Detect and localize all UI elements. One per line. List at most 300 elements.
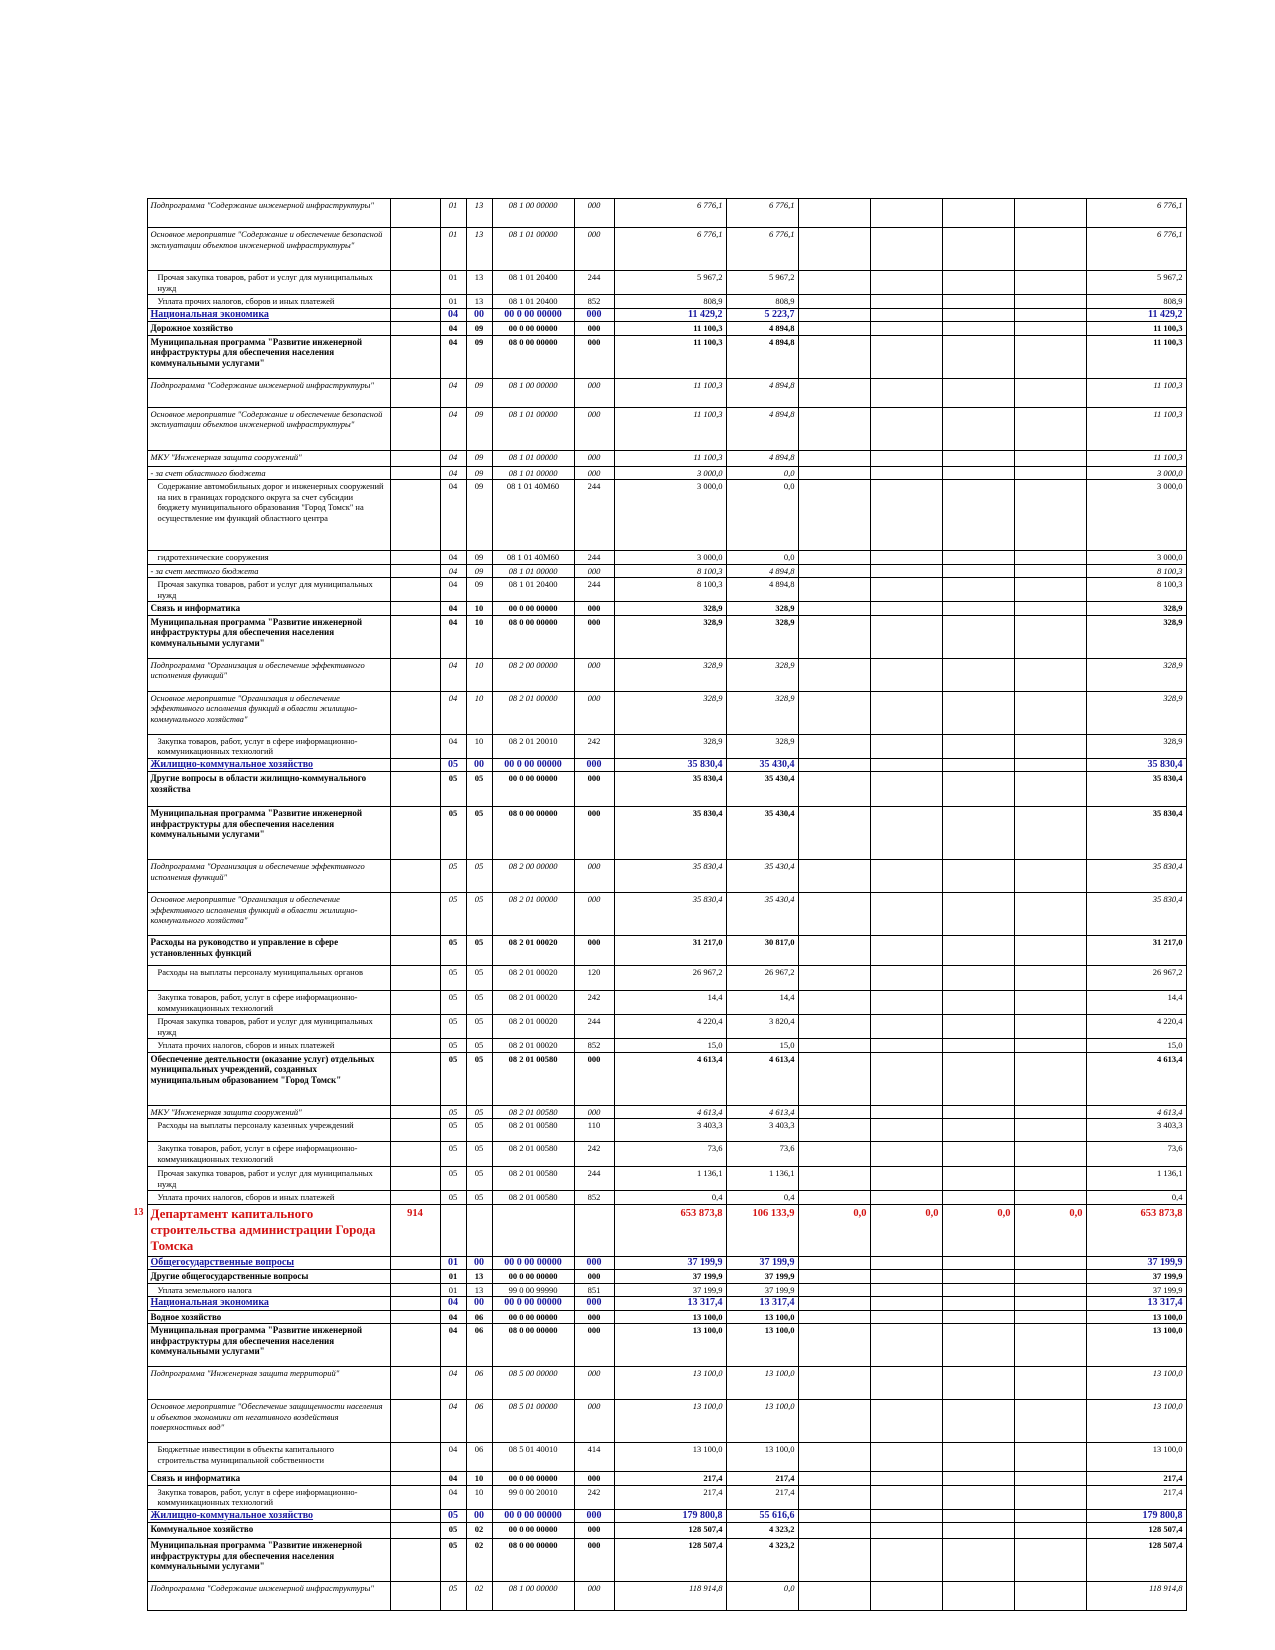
budget-row <box>129 1509 1186 1523</box>
org-code <box>390 966 440 991</box>
amount-col-3 <box>870 228 942 271</box>
row-index <box>129 480 147 551</box>
amount-col-3 <box>870 578 942 602</box>
target-article-code: 08 1 01 40М60 <box>492 480 574 551</box>
final-amount: 128 507,4 <box>1086 1539 1186 1582</box>
budget-table <box>129 198 1187 1611</box>
amount-col-3 <box>870 322 942 336</box>
amount-col-1: 4 894,8 <box>726 322 798 336</box>
amount-col-5 <box>1014 308 1086 322</box>
amount-col-2 <box>798 295 870 309</box>
amount-col-2 <box>798 407 870 450</box>
expense-type-code: 000 <box>574 772 614 807</box>
item-name: Национальная экономика <box>147 1297 390 1311</box>
amount-col-2 <box>798 1310 870 1324</box>
subsection-code: 05 <box>466 807 492 860</box>
subsection-code: 13 <box>466 228 492 271</box>
amount-col-2 <box>798 1400 870 1443</box>
expense-type-code: 000 <box>574 860 614 893</box>
amount-col-5 <box>1014 966 1086 991</box>
subsection-code: 02 <box>466 1539 492 1582</box>
row-index <box>129 1270 147 1284</box>
row-index <box>129 893 147 936</box>
section-code: 01 <box>440 1283 466 1297</box>
amount-col-1: 217,4 <box>726 1472 798 1486</box>
budget-row <box>129 1191 1186 1205</box>
amount-col-5 <box>1014 936 1086 966</box>
final-amount: 4 613,4 <box>1086 1105 1186 1119</box>
amount-col-5: 0,0 <box>1014 1204 1086 1256</box>
final-amount: 37 199,9 <box>1086 1283 1186 1297</box>
amount-col-2 <box>798 691 870 734</box>
row-index <box>129 936 147 966</box>
subsection-code: 10 <box>466 1485 492 1509</box>
subsection-code: 05 <box>466 1105 492 1119</box>
amount-col-4 <box>942 860 1014 893</box>
amount-col-1: 14,4 <box>726 991 798 1015</box>
subsection-code: 09 <box>466 322 492 336</box>
amount-col-2 <box>798 335 870 378</box>
expense-type-code: 000 <box>574 1310 614 1324</box>
final-amount: 808,9 <box>1086 295 1186 309</box>
row-index <box>129 758 147 772</box>
subsection-code: 13 <box>466 271 492 295</box>
section-code: 05 <box>440 758 466 772</box>
target-article-code: 00 0 00 00000 <box>492 308 574 322</box>
org-code <box>390 1119 440 1142</box>
budget-row <box>129 450 1186 466</box>
amount-col-4 <box>942 450 1014 466</box>
amount-col-4 <box>942 1472 1014 1486</box>
total-amount: 3 000,0 <box>614 551 726 565</box>
total-amount: 328,9 <box>614 734 726 758</box>
total-amount: 26 967,2 <box>614 966 726 991</box>
amount-col-5 <box>1014 691 1086 734</box>
amount-col-1: 13 317,4 <box>726 1297 798 1311</box>
expense-type-code: 244 <box>574 1015 614 1039</box>
budget-row <box>129 1310 1186 1324</box>
row-index <box>129 1443 147 1472</box>
subsection-code: 05 <box>466 1015 492 1039</box>
amount-col-3 <box>870 860 942 893</box>
final-amount: 15,0 <box>1086 1039 1186 1053</box>
expense-type-code: 000 <box>574 1256 614 1270</box>
budget-row <box>129 1485 1186 1509</box>
amount-col-1: 4 894,8 <box>726 378 798 407</box>
item-name: - за счет областного бюджета <box>147 466 390 480</box>
amount-col-1: 0,0 <box>726 480 798 551</box>
target-article-code: 08 2 00 00000 <box>492 860 574 893</box>
total-amount: 128 507,4 <box>614 1523 726 1539</box>
subsection-code: 05 <box>466 1052 492 1105</box>
amount-col-5 <box>1014 1297 1086 1311</box>
amount-col-5 <box>1014 991 1086 1015</box>
item-name: Подпрограмма "Содержание инженерной инфраструктуры" <box>147 1582 390 1611</box>
amount-col-1: 4 894,8 <box>726 564 798 578</box>
total-amount: 128 507,4 <box>614 1539 726 1582</box>
total-amount: 13 100,0 <box>614 1443 726 1472</box>
amount-col-3 <box>870 480 942 551</box>
amount-col-2 <box>798 602 870 616</box>
amount-col-2 <box>798 199 870 228</box>
amount-col-4 <box>942 991 1014 1015</box>
row-index <box>129 450 147 466</box>
budget-row <box>129 228 1186 271</box>
row-index <box>129 734 147 758</box>
row-index <box>129 1191 147 1205</box>
row-index <box>129 1119 147 1142</box>
section-code: 04 <box>440 335 466 378</box>
amount-col-4 <box>942 1191 1014 1205</box>
amount-col-3 <box>870 966 942 991</box>
section-code: 01 <box>440 1256 466 1270</box>
total-amount: 653 873,8 <box>614 1204 726 1256</box>
amount-col-2 <box>798 322 870 336</box>
expense-type-code: 000 <box>574 564 614 578</box>
org-code <box>390 450 440 466</box>
item-name: Прочая закупка товаров, работ и услуг для муниципальных нужд <box>147 1167 390 1191</box>
amount-col-4 <box>942 1119 1014 1142</box>
final-amount: 26 967,2 <box>1086 966 1186 991</box>
item-name: Уплата земельного налога <box>147 1283 390 1297</box>
item-name: МКУ "Инженерная защита сооружений" <box>147 450 390 466</box>
subsection-code: 05 <box>466 1142 492 1167</box>
amount-col-2 <box>798 1105 870 1119</box>
amount-col-3 <box>870 1119 942 1142</box>
amount-col-5 <box>1014 450 1086 466</box>
total-amount: 118 914,8 <box>614 1582 726 1611</box>
amount-col-4 <box>942 1256 1014 1270</box>
section-code: 05 <box>440 966 466 991</box>
section-code: 04 <box>440 564 466 578</box>
org-code <box>390 1142 440 1167</box>
item-name: Основное мероприятие "Содержание и обеспечение безопасной эксплуатации объектов инженерной инфраструктуры" <box>147 407 390 450</box>
item-name: Закупка товаров, работ, услуг в сфере информационно-коммуникационных технологий <box>147 1142 390 1167</box>
item-name: Общегосударственные вопросы <box>147 1256 390 1270</box>
subsection-code: 10 <box>466 602 492 616</box>
subsection-code: 05 <box>466 991 492 1015</box>
section-code: 05 <box>440 893 466 936</box>
total-amount: 31 217,0 <box>614 936 726 966</box>
target-article-code: 99 0 00 20010 <box>492 1485 574 1509</box>
total-amount: 13 100,0 <box>614 1324 726 1367</box>
final-amount: 35 830,4 <box>1086 758 1186 772</box>
subsection-code: 10 <box>466 658 492 691</box>
amount-col-4 <box>942 1485 1014 1509</box>
amount-col-2: 0,0 <box>798 1204 870 1256</box>
row-index <box>129 322 147 336</box>
expense-type-code: 000 <box>574 407 614 450</box>
amount-col-1: 217,4 <box>726 1485 798 1509</box>
target-article-code: 00 0 00 00000 <box>492 1523 574 1539</box>
final-amount: 3 000,0 <box>1086 480 1186 551</box>
budget-row <box>129 691 1186 734</box>
expense-type-code: 000 <box>574 322 614 336</box>
expense-type-code: 000 <box>574 1539 614 1582</box>
target-article-code: 08 1 01 00000 <box>492 228 574 271</box>
section-code: 04 <box>440 658 466 691</box>
amount-col-1: 13 100,0 <box>726 1400 798 1443</box>
amount-col-1: 4 894,8 <box>726 335 798 378</box>
org-code <box>390 1523 440 1539</box>
amount-col-1: 328,9 <box>726 734 798 758</box>
budget-row <box>129 860 1186 893</box>
org-code <box>390 734 440 758</box>
org-code <box>390 772 440 807</box>
total-amount: 328,9 <box>614 602 726 616</box>
amount-col-2 <box>798 860 870 893</box>
section-code: 04 <box>440 322 466 336</box>
amount-col-1: 4 894,8 <box>726 407 798 450</box>
amount-col-4 <box>942 228 1014 271</box>
target-article-code: 08 2 01 00000 <box>492 691 574 734</box>
total-amount: 13 100,0 <box>614 1400 726 1443</box>
amount-col-4 <box>942 551 1014 565</box>
amount-col-5 <box>1014 1310 1086 1324</box>
amount-col-5 <box>1014 1270 1086 1284</box>
budget-row <box>129 758 1186 772</box>
budget-row <box>129 1015 1186 1039</box>
section-code: 05 <box>440 1582 466 1611</box>
amount-col-4 <box>942 1539 1014 1582</box>
amount-col-3 <box>870 734 942 758</box>
org-code <box>390 1039 440 1053</box>
expense-type-code: 000 <box>574 1509 614 1523</box>
amount-col-5 <box>1014 1539 1086 1582</box>
org-code <box>390 228 440 271</box>
amount-col-4 <box>942 295 1014 309</box>
subsection-code: 09 <box>466 466 492 480</box>
budget-row <box>129 1472 1186 1486</box>
amount-col-1: 106 133,9 <box>726 1204 798 1256</box>
amount-col-1: 35 430,4 <box>726 807 798 860</box>
expense-type-code: 242 <box>574 1485 614 1509</box>
target-article-code: 08 0 00 00000 <box>492 807 574 860</box>
expense-type-code: 242 <box>574 991 614 1015</box>
amount-col-5 <box>1014 1485 1086 1509</box>
amount-col-2 <box>798 1191 870 1205</box>
org-code <box>390 758 440 772</box>
target-article-code: 08 2 01 00580 <box>492 1142 574 1167</box>
subsection-code: 05 <box>466 1191 492 1205</box>
budget-row <box>129 308 1186 322</box>
subsection-code: 05 <box>466 893 492 936</box>
item-name: Муниципальная программа "Развитие инженерной инфраструктуры для обеспечения населения коммунальными услугами" <box>147 1324 390 1367</box>
amount-col-5 <box>1014 658 1086 691</box>
item-name: - за счет местного бюджета <box>147 564 390 578</box>
item-name: Подпрограмма "Инженерная защита территорий" <box>147 1367 390 1400</box>
amount-col-3 <box>870 1485 942 1509</box>
org-code <box>390 271 440 295</box>
row-index <box>129 1485 147 1509</box>
expense-type-code: 000 <box>574 615 614 658</box>
budget-row <box>129 615 1186 658</box>
org-code <box>390 1270 440 1284</box>
expense-type-code: 000 <box>574 335 614 378</box>
section-code: 05 <box>440 1167 466 1191</box>
target-article-code: 08 1 01 00000 <box>492 466 574 480</box>
row-index <box>129 1582 147 1611</box>
item-name: Жилищно-коммунальное хозяйство <box>147 1509 390 1523</box>
amount-col-3 <box>870 1509 942 1523</box>
amount-col-3 <box>870 271 942 295</box>
item-name: Подпрограмма "Содержание инженерной инфраструктуры" <box>147 378 390 407</box>
amount-col-5 <box>1014 1367 1086 1400</box>
amount-col-3 <box>870 602 942 616</box>
total-amount: 3 000,0 <box>614 480 726 551</box>
section-code: 04 <box>440 407 466 450</box>
amount-col-3 <box>870 758 942 772</box>
item-name: Прочая закупка товаров, работ и услуг для муниципальных нужд <box>147 578 390 602</box>
final-amount: 13 317,4 <box>1086 1297 1186 1311</box>
item-name: Жилищно-коммунальное хозяйство <box>147 758 390 772</box>
amount-col-3 <box>870 691 942 734</box>
target-article-code: 08 2 01 00580 <box>492 1105 574 1119</box>
total-amount: 11 100,3 <box>614 407 726 450</box>
total-amount: 8 100,3 <box>614 564 726 578</box>
section-code: 04 <box>440 551 466 565</box>
amount-col-3 <box>870 1039 942 1053</box>
budget-row <box>129 1039 1186 1053</box>
amount-col-3 <box>870 1283 942 1297</box>
org-code <box>390 1283 440 1297</box>
amount-col-1: 3 820,4 <box>726 1015 798 1039</box>
final-amount: 4 613,4 <box>1086 1052 1186 1105</box>
amount-col-1: 4 613,4 <box>726 1105 798 1119</box>
total-amount: 808,9 <box>614 295 726 309</box>
section-code: 04 <box>440 1443 466 1472</box>
budget-row <box>129 1167 1186 1191</box>
target-article-code: 08 0 00 00000 <box>492 335 574 378</box>
section-code: 05 <box>440 1509 466 1523</box>
budget-row <box>129 199 1186 228</box>
budget-table-sheet <box>129 198 1187 1611</box>
amount-col-1: 13 100,0 <box>726 1443 798 1472</box>
item-name: Муниципальная программа "Развитие инженерной инфраструктуры для обеспечения населения коммунальными услугами" <box>147 615 390 658</box>
amount-col-1: 35 430,4 <box>726 860 798 893</box>
amount-col-2 <box>798 1324 870 1367</box>
item-name: Муниципальная программа "Развитие инженерной инфраструктуры для обеспечения населения коммунальными услугами" <box>147 807 390 860</box>
target-article-code: 08 2 01 00580 <box>492 1052 574 1105</box>
amount-col-2 <box>798 772 870 807</box>
budget-row <box>129 335 1186 378</box>
subsection-code: 10 <box>466 1472 492 1486</box>
expense-type-code: 852 <box>574 1039 614 1053</box>
section-code: 04 <box>440 1485 466 1509</box>
subsection-code: 06 <box>466 1400 492 1443</box>
subsection-code: 13 <box>466 1283 492 1297</box>
amount-col-4 <box>942 1270 1014 1284</box>
target-article-code: 00 0 00 00000 <box>492 602 574 616</box>
amount-col-3 <box>870 1539 942 1582</box>
final-amount: 35 830,4 <box>1086 893 1186 936</box>
amount-col-2 <box>798 1485 870 1509</box>
section-code: 04 <box>440 1310 466 1324</box>
target-article-code: 08 2 01 00580 <box>492 1167 574 1191</box>
amount-col-3 <box>870 807 942 860</box>
target-article-code: 00 0 00 00000 <box>492 1472 574 1486</box>
expense-type-code: 000 <box>574 228 614 271</box>
expense-type-code: 000 <box>574 758 614 772</box>
total-amount: 6 776,1 <box>614 228 726 271</box>
amount-col-4 <box>942 466 1014 480</box>
expense-type-code: 852 <box>574 1191 614 1205</box>
amount-col-1: 0,0 <box>726 466 798 480</box>
budget-row <box>129 466 1186 480</box>
item-name: Уплата прочих налогов, сборов и иных платежей <box>147 1191 390 1205</box>
final-amount: 8 100,3 <box>1086 564 1186 578</box>
row-index <box>129 1324 147 1367</box>
target-article-code: 00 0 00 00000 <box>492 1509 574 1523</box>
expense-type-code: 000 <box>574 658 614 691</box>
amount-col-4 <box>942 1283 1014 1297</box>
row-index <box>129 1167 147 1191</box>
amount-col-1: 73,6 <box>726 1142 798 1167</box>
final-amount: 13 100,0 <box>1086 1443 1186 1472</box>
subsection-code: 05 <box>466 1167 492 1191</box>
amount-col-4 <box>942 772 1014 807</box>
amount-col-5 <box>1014 807 1086 860</box>
expense-type-code: 000 <box>574 1105 614 1119</box>
target-article-code: 08 5 01 40010 <box>492 1443 574 1472</box>
target-article-code: 08 0 00 00000 <box>492 615 574 658</box>
target-article-code: 08 2 00 00000 <box>492 658 574 691</box>
row-index <box>129 772 147 807</box>
expense-type-code: 000 <box>574 1582 614 1611</box>
subsection-code <box>466 1204 492 1256</box>
org-code <box>390 1105 440 1119</box>
item-name: Связь и информатика <box>147 602 390 616</box>
amount-col-3 <box>870 564 942 578</box>
amount-col-3 <box>870 1297 942 1311</box>
amount-col-1: 4 894,8 <box>726 578 798 602</box>
subsection-code: 00 <box>466 1509 492 1523</box>
budget-row <box>129 893 1186 936</box>
subsection-code: 13 <box>466 1270 492 1284</box>
amount-col-1: 35 430,4 <box>726 893 798 936</box>
section-code: 04 <box>440 578 466 602</box>
item-name: Прочая закупка товаров, работ и услуг для муниципальных нужд <box>147 271 390 295</box>
department-row <box>129 1204 1186 1256</box>
budget-row <box>129 1582 1186 1611</box>
subsection-code: 10 <box>466 734 492 758</box>
total-amount: 0,4 <box>614 1191 726 1205</box>
amount-col-1: 808,9 <box>726 295 798 309</box>
amount-col-5 <box>1014 893 1086 936</box>
amount-col-2 <box>798 1443 870 1472</box>
amount-col-3 <box>870 407 942 450</box>
amount-col-2 <box>798 991 870 1015</box>
section-code: 04 <box>440 466 466 480</box>
item-name: Водное хозяйство <box>147 1310 390 1324</box>
amount-col-5 <box>1014 734 1086 758</box>
total-amount: 217,4 <box>614 1485 726 1509</box>
total-amount: 11 100,3 <box>614 378 726 407</box>
subsection-code: 05 <box>466 1039 492 1053</box>
amount-col-1: 0,4 <box>726 1191 798 1205</box>
amount-col-4 <box>942 564 1014 578</box>
item-name: Муниципальная программа "Развитие инженерной инфраструктуры для обеспечения населения коммунальными услугами" <box>147 1539 390 1582</box>
org-code <box>390 1052 440 1105</box>
amount-col-3 <box>870 295 942 309</box>
target-article-code: 00 0 00 00000 <box>492 1297 574 1311</box>
expense-type-code: 244 <box>574 551 614 565</box>
item-name: Закупка товаров, работ, услуг в сфере информационно-коммуникационных технологий <box>147 991 390 1015</box>
final-amount: 37 199,9 <box>1086 1270 1186 1284</box>
row-index <box>129 1367 147 1400</box>
amount-col-4 <box>942 1052 1014 1105</box>
row-index <box>129 199 147 228</box>
